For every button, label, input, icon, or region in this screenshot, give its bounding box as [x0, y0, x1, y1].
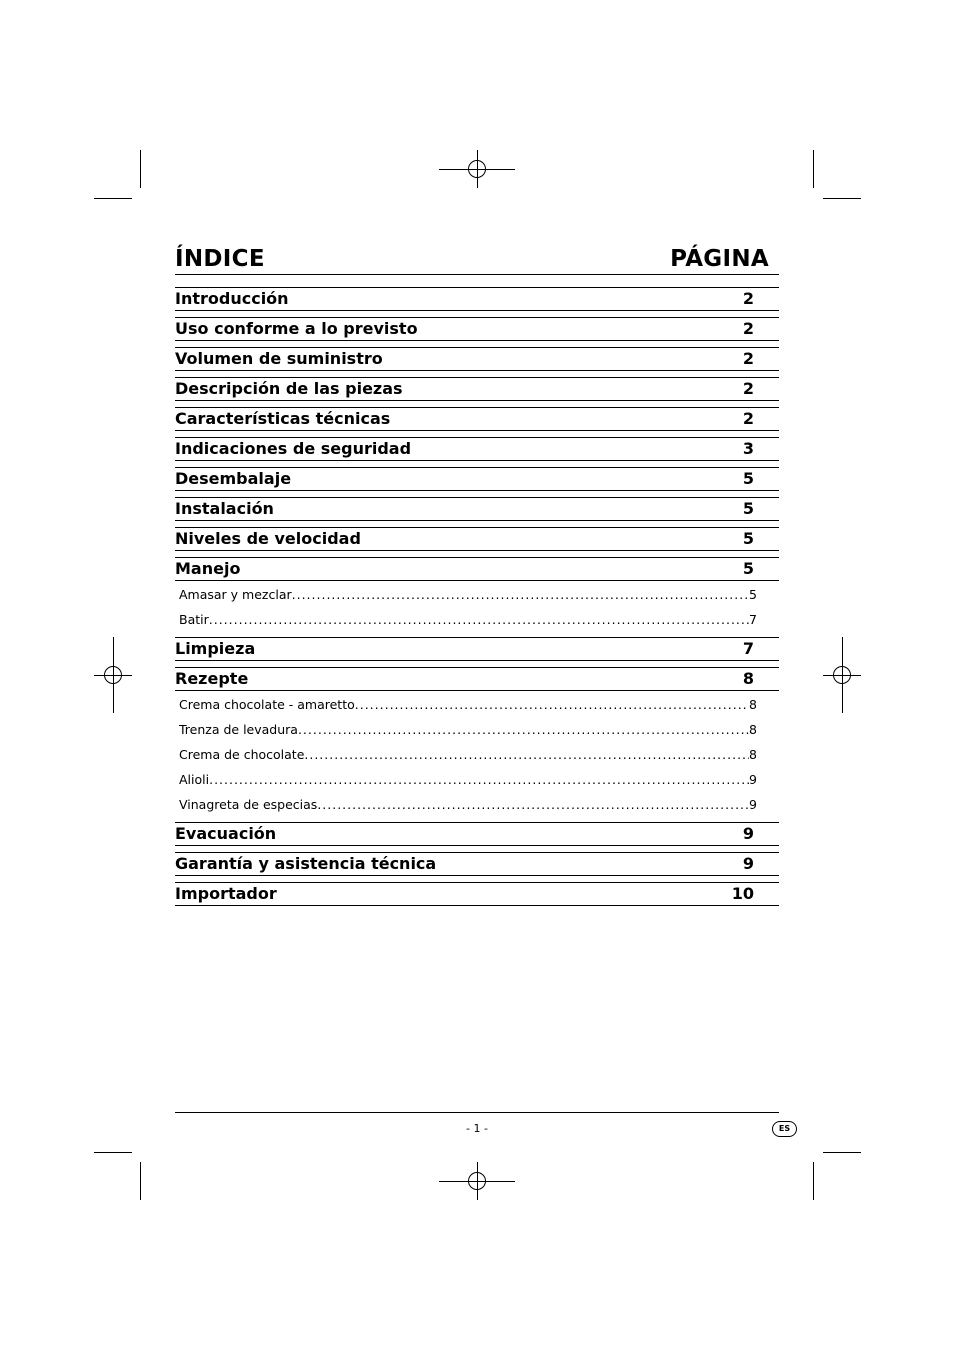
- toc-entry-page: 2: [742, 319, 754, 338]
- toc-header: [175, 244, 779, 275]
- toc-entry-title: Trenza de levadura: [179, 722, 298, 737]
- toc-entry-page: 5: [742, 469, 754, 488]
- toc-entry-page: 9: [749, 797, 757, 812]
- toc-subentry: [179, 742, 757, 767]
- toc-entry: [175, 667, 779, 691]
- dot-leader: [209, 607, 749, 632]
- toc-entry: [175, 467, 779, 491]
- toc-entry-page: 2: [742, 379, 754, 398]
- toc-entry-title: Limpieza: [175, 639, 256, 658]
- toc-entry-page: 8: [749, 722, 757, 737]
- toc-entry-page: 2: [742, 409, 754, 428]
- footer-divider: [175, 1112, 779, 1113]
- page-number: - 1 -: [466, 1122, 488, 1135]
- dot-leader: [304, 742, 749, 767]
- toc-entry: [175, 347, 779, 371]
- toc-entry-page: 5: [742, 499, 754, 518]
- language-badge: ES: [772, 1121, 797, 1137]
- toc-entry-title: Descripción de las piezas: [175, 379, 403, 398]
- toc-subentry: [179, 717, 757, 742]
- toc-entry-page: 2: [742, 289, 754, 308]
- toc-entry: [175, 407, 779, 431]
- toc-entry-title: Instalación: [175, 499, 274, 518]
- toc-entry-page: 9: [742, 824, 754, 843]
- toc-entry-page: 5: [742, 529, 754, 548]
- toc-entry-page: 7: [742, 639, 754, 658]
- toc-entry-title: Uso conforme a lo previsto: [175, 319, 418, 338]
- toc-entry-page: 8: [749, 697, 757, 712]
- toc-entry-title: Crema de chocolate: [179, 747, 305, 762]
- toc-entry-page: 3: [742, 439, 754, 458]
- toc-entry-title: Características técnicas: [175, 409, 391, 428]
- toc-entry-page: 10: [731, 884, 754, 903]
- toc-entry-title: Niveles de velocidad: [175, 529, 361, 548]
- toc-entry: [175, 527, 779, 551]
- table-of-contents: [175, 287, 779, 906]
- toc-subentry: [179, 692, 757, 717]
- toc-entry: [175, 377, 779, 401]
- dot-leader: [292, 582, 749, 607]
- toc-entry-title: Rezepte: [175, 669, 249, 688]
- dot-leader: [317, 792, 749, 817]
- toc-entry: [175, 287, 779, 311]
- toc-entry: [175, 497, 779, 521]
- toc-entry-page: 2: [742, 349, 754, 368]
- toc-entry-title: Desembalaje: [175, 469, 292, 488]
- toc-entry-title: Indicaciones de seguridad: [175, 439, 412, 458]
- toc-entry-title: Introducción: [175, 289, 289, 308]
- toc-entry-page: 5: [749, 587, 757, 602]
- page-heading: PÁGINA: [670, 246, 769, 272]
- toc-entry-title: Vinagreta de especias: [179, 797, 318, 812]
- toc-subentry: [179, 767, 757, 792]
- toc-entry-title: Garantía y asistencia técnica: [175, 854, 437, 873]
- toc-entry-title: Batir: [179, 612, 209, 627]
- toc-entry: [175, 637, 779, 661]
- toc-entry-page: 5: [742, 559, 754, 578]
- toc-entry-title: Amasar y mezclar: [179, 587, 292, 602]
- toc-entry: [175, 822, 779, 846]
- dot-leader: [355, 692, 749, 717]
- toc-entry-title: Manejo: [175, 559, 241, 578]
- toc-entry-title: Volumen de suministro: [175, 349, 383, 368]
- toc-entry: [175, 317, 779, 341]
- toc-entry-title: Alioli: [179, 772, 210, 787]
- toc-subentry: [179, 582, 757, 607]
- toc-subentry: [179, 607, 757, 632]
- toc-entry-title: Importador: [175, 884, 277, 903]
- toc-entry-page: 9: [742, 854, 754, 873]
- toc-entry: [175, 852, 779, 876]
- toc-entry: [175, 557, 779, 581]
- toc-entry-page: 8: [742, 669, 754, 688]
- toc-entry-page: 8: [749, 747, 757, 762]
- toc-entry-title: Crema chocolate - amaretto: [179, 697, 355, 712]
- toc-heading: ÍNDICE: [175, 246, 265, 272]
- toc-entry-title: Evacuación: [175, 824, 277, 843]
- toc-entry-page: 7: [749, 612, 757, 627]
- toc-entry: [175, 437, 779, 461]
- dot-leader: [209, 767, 749, 792]
- toc-subentry: [179, 792, 757, 817]
- dot-leader: [298, 717, 749, 742]
- toc-entry-page: 9: [749, 772, 757, 787]
- toc-entry: [175, 882, 779, 906]
